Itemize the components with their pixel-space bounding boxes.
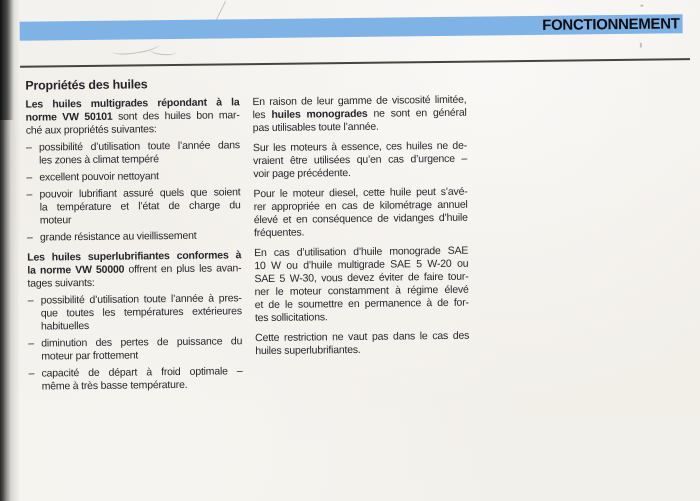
bullet-dash: – [26, 231, 33, 244]
text-line: que toutes les températures extérieures [40, 305, 242, 320]
text-line: voir page précédente. [253, 167, 351, 181]
text-line: huiles superlubrifiantes. [255, 343, 361, 358]
text-line: les zones à climat tempéré [39, 153, 159, 167]
text-line: élevé et en conséquence de vidanges d’huile [253, 211, 468, 227]
text-line: les huiles monogrades ne sont en général [252, 106, 467, 122]
header-divider-line [20, 58, 690, 68]
text-line: norme VW 50101 sont des huiles bon mar- [25, 109, 240, 124]
left-column [25, 76, 243, 397]
section-header-bar [20, 14, 683, 41]
bullet-item [26, 169, 240, 184]
text-line: En raison de leur gamme de viscosité limitée, [252, 93, 467, 109]
text-line: la température et l’état de charge du [39, 199, 241, 214]
bullet-dash: – [28, 367, 35, 380]
bullet-dash: – [25, 141, 32, 154]
text-line: fréquentes. [253, 226, 305, 240]
text-line: pas utilisables toute l’année. [252, 120, 379, 135]
text-line: Les huiles superlubrifiantes conformes à [27, 249, 242, 264]
text-line: et de le soumettre en permanence à de for- [254, 296, 469, 312]
text-line: possibilité d’utilisation toute l’année à pres- [40, 292, 242, 307]
text-line: tages suivants: [27, 276, 95, 290]
right-column [252, 74, 470, 395]
text-line: tes sollicitations. [254, 311, 328, 325]
text-line: rer appropriée en cas de kilométrage annuel [253, 198, 468, 214]
bullet-dash: – [26, 171, 33, 184]
text-line: SAE 5 W-30, vous devez éviter de faire tour- [254, 270, 469, 286]
text-line: Propriétés des huiles [25, 77, 148, 93]
text-line: la norme VW 50000 offrent en plus les avan- [27, 262, 242, 277]
scan-speck [640, 5, 643, 7]
paragraph [253, 186, 468, 240]
bullet-item [28, 335, 242, 363]
paragraph [252, 94, 466, 135]
text-line: Les huiles multigrades répondant à la [25, 96, 240, 111]
text-line: grande résistance au vieillissement [39, 229, 197, 244]
text-line: vraient être utilisées qu’en cas d’urgence – [253, 152, 468, 168]
text-columns [25, 74, 470, 398]
text-line: excellent pouvoir nettoyant [39, 170, 159, 184]
text-line: habituelles [40, 319, 90, 333]
section-heading [25, 76, 239, 93]
bullet-item [27, 229, 241, 244]
text-line: 10 W ou d’huile multigrade SAE 5 W-20 ou [254, 257, 469, 273]
section-header-label: FONCTIONNEMENT [542, 14, 680, 34]
bullet-item [28, 292, 242, 333]
paragraph [27, 249, 241, 290]
text-line: Cette restriction ne vaut pas dans le cas des [255, 329, 470, 345]
text-line: possibilité d’utilisation toute l’année dans [38, 139, 241, 154]
text-line: En cas d’utilisation d’huile monograde SAE [254, 244, 469, 260]
text-line: Pour le moteur diesel, cette huile peut s’avé- [253, 185, 468, 201]
pencil-scribble [150, 45, 177, 56]
text-line: moteur par frottement [41, 349, 139, 363]
bullet-item [28, 365, 242, 393]
text-line: ché aux propriétés suivantes: [25, 123, 157, 137]
text-line: diminution des pertes de puissance du [41, 335, 243, 350]
bullet-item [26, 186, 240, 227]
bullet-dash: – [28, 337, 35, 350]
scan-speck [640, 43, 642, 48]
text-line: ner le moteur constamment à régime élevé [254, 283, 469, 299]
text-line: Sur les moteurs à essence, ces huiles ne de- [252, 139, 468, 155]
bullet-dash: – [26, 188, 33, 201]
text-line: capacité de départ à froid optimale – [41, 365, 243, 380]
paragraph [255, 330, 469, 358]
text-line: même à très basse température. [41, 378, 188, 393]
bullet-item [26, 139, 240, 167]
paragraph [254, 245, 469, 325]
text-line: moteur [39, 214, 72, 227]
bullet-dash: – [27, 294, 34, 307]
paragraph [253, 140, 467, 181]
text-line: pouvoir lubrifiant assuré quels que soient [39, 186, 241, 201]
paragraph [25, 96, 239, 137]
